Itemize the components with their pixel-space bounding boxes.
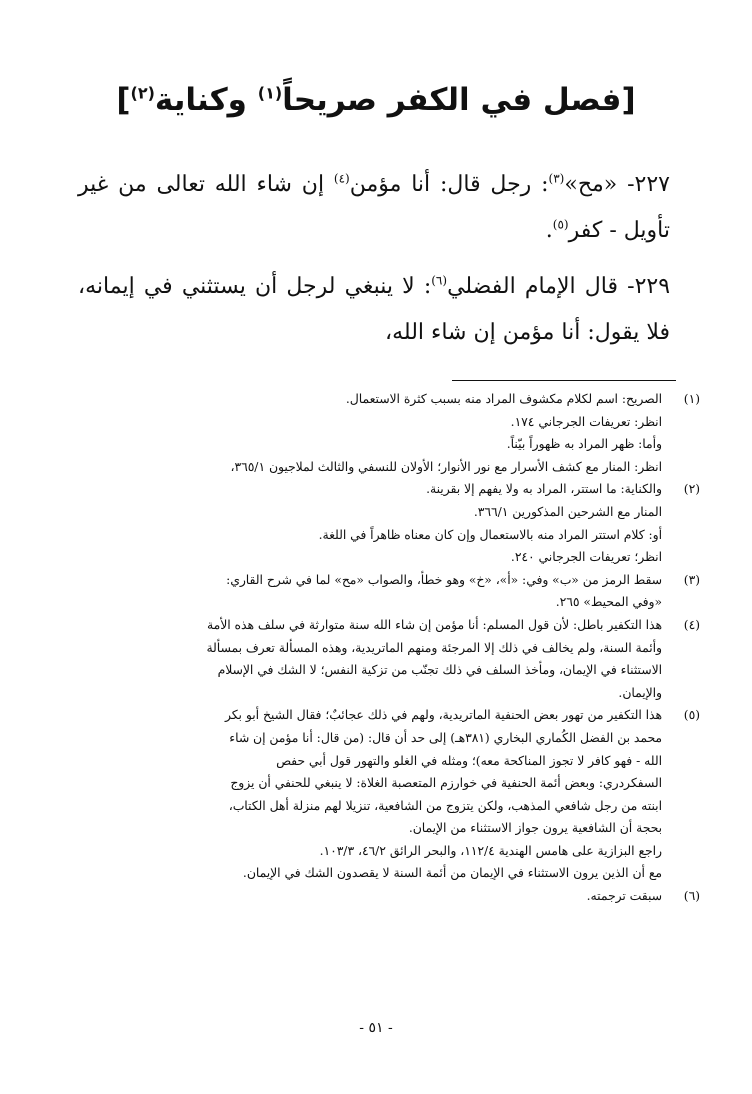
title-close-bracket: ] <box>116 82 131 118</box>
footnote-2 <box>50 478 700 568</box>
footnote-number: (٦) <box>683 889 700 904</box>
page-number: - ٥١ - <box>359 1020 393 1036</box>
title-text-1: فصل في الكفر صريحاً <box>282 82 622 118</box>
footnote-number: (٢) <box>683 482 700 497</box>
footnote-number: (٤) <box>683 617 700 632</box>
footnote-ref[interactable]: (٥) <box>552 217 569 232</box>
paragraph-text: : لا ينبغي لرجل أن يستثني في إيمانه، فلا يقول: أنا مؤمن إن شاء الله، <box>78 274 670 345</box>
footnote-4 <box>50 614 700 704</box>
paragraph-number: ٢٢٩- <box>627 274 671 299</box>
paragraph-text: : رجل قال: أنا مؤمن <box>349 172 549 197</box>
footnote-ref[interactable]: (٤) <box>333 171 350 186</box>
title-footnote-ref-2[interactable]: (٢) <box>130 83 155 103</box>
footnote-line: الصريح: اسم لكلام مكشوف المراد منه بسبب كثرة الاستعمال. <box>345 392 662 406</box>
footnote-1 <box>50 388 700 478</box>
footnote-number: (٥) <box>683 708 700 723</box>
footnote-line: انظر: تعريفات الجرجاني ١٧٤. <box>510 414 662 429</box>
footnotes-section <box>50 388 700 908</box>
footnote-ref[interactable]: (٣) <box>548 171 565 186</box>
footnote-line: والإيمان. <box>618 685 662 700</box>
paragraph-text: قال الإمام الفضلي <box>447 274 628 299</box>
footnote-line: المنار مع الشرحين المذكورين ٣٦٦/١. <box>473 504 662 519</box>
footnote-line: بحجة أن الشافعية يرون جواز الاستثناء من الإيمان. <box>408 821 662 836</box>
paragraph-229 <box>78 264 670 356</box>
footnote-line: وأما: ظهر المراد به ظهوراً بيّناً. <box>506 437 662 452</box>
footnote-line: انظر: المنار مع كشف الأسرار مع نور الأنوار؛ الأولان للنسفي والثالث لملاجيون ٣٦٥/١، <box>230 459 662 474</box>
paragraph-text: . <box>545 218 553 243</box>
footnote-number: (١) <box>683 392 700 406</box>
footnote-line: والكناية: ما استتر، المراد به ولا يفهم إلا بقرينة. <box>426 482 662 497</box>
footnote-line: الاستثناء في الإيمان، ومأخذ السلف في ذلك تجنّب من تزكية النفس؛ لا الشك في الإسلام <box>217 663 662 678</box>
footnote-line: سقط الرمز من «ب» وفي: «أ»، «خ» وهو خطأ، والصواب «مح» لما في شرح القاري: <box>226 572 662 587</box>
footnote-5 <box>50 704 700 885</box>
chapter-title <box>0 78 752 122</box>
footnote-line: مع أن الذين يرون الاستثناء في الإيمان من أئمة السنة لا يقصدون الشك في الإيمان. <box>242 866 662 881</box>
paragraph-text: إن شاء الله تعالى من غير تأويل - كفر <box>78 172 670 243</box>
paragraph-text: «مح» <box>564 172 628 197</box>
footnote-line: محمد بن الفضل الكُماري البخاري (٣٨١هـ) إلى حد أن قال: (من قال: أنا مؤمن إن شاء <box>229 730 662 745</box>
footnote-divider <box>452 380 676 381</box>
footnote-line: السفكردري: وبعض أئمة الحنفية في خوارزم المتعصبة الغلاة: لا ينبغي للحنفي أن يزوج <box>230 776 662 791</box>
footnote-6 <box>50 885 700 908</box>
footnote-line: راجع البزازية على هامس الهندية ١١٢/٤، والبحر الرائق ٤٦/٢، ١٠٣/٣. <box>319 843 662 858</box>
footnote-line: سبقت ترجمته. <box>586 889 662 904</box>
footnote-line: هذا التكفير باطل: لأن قول المسلم: أنا مؤمن إن شاء الله سنة متوارثة في سلف هذه الأمة <box>207 617 662 632</box>
title-text-2: وكناية <box>154 82 258 118</box>
footnote-line: ابنته من رجل شافعي المذهب، ولكن يتزوج من الشافعية، تنزيلا لهم منزلة أهل الكتاب، <box>228 798 662 813</box>
title-open-bracket: [ <box>621 82 636 118</box>
footnote-3 <box>50 569 700 614</box>
paragraph-number: ٢٢٧- <box>627 172 670 197</box>
footnote-line: هذا التكفير من تهور بعض الحنفية الماتريدية، ولهم في ذلك عجائبٌ؛ فقال الشيخ أبو بكر <box>224 708 662 723</box>
footnote-ref[interactable]: (٦) <box>431 273 448 288</box>
footnote-line: أو: كلام استتر المراد منه بالاستعمال وإن كان معناه ظاهراً في اللغة. <box>318 527 662 542</box>
paragraph-227 <box>78 162 670 254</box>
title-footnote-ref-1[interactable]: (١) <box>257 83 283 103</box>
footnote-line: وأئمة السنة، ولم يخالف في ذلك إلا المرجئة ومنهم الماتريدية، وهذه المسألة تعرف بمسألة <box>206 640 662 655</box>
footnote-line: الله - فهو كافر لا تجوز المناكحة معه)؛ ومثله في الغلو والتهور قول أبي حفص <box>276 753 662 768</box>
footnote-number: (٣) <box>683 572 700 587</box>
footnote-line: انظر؛ تعريفات الجرجاني ٢٤٠. <box>510 550 662 565</box>
footnote-line: «وفي المحيط» ٢٦٥. <box>555 595 662 610</box>
